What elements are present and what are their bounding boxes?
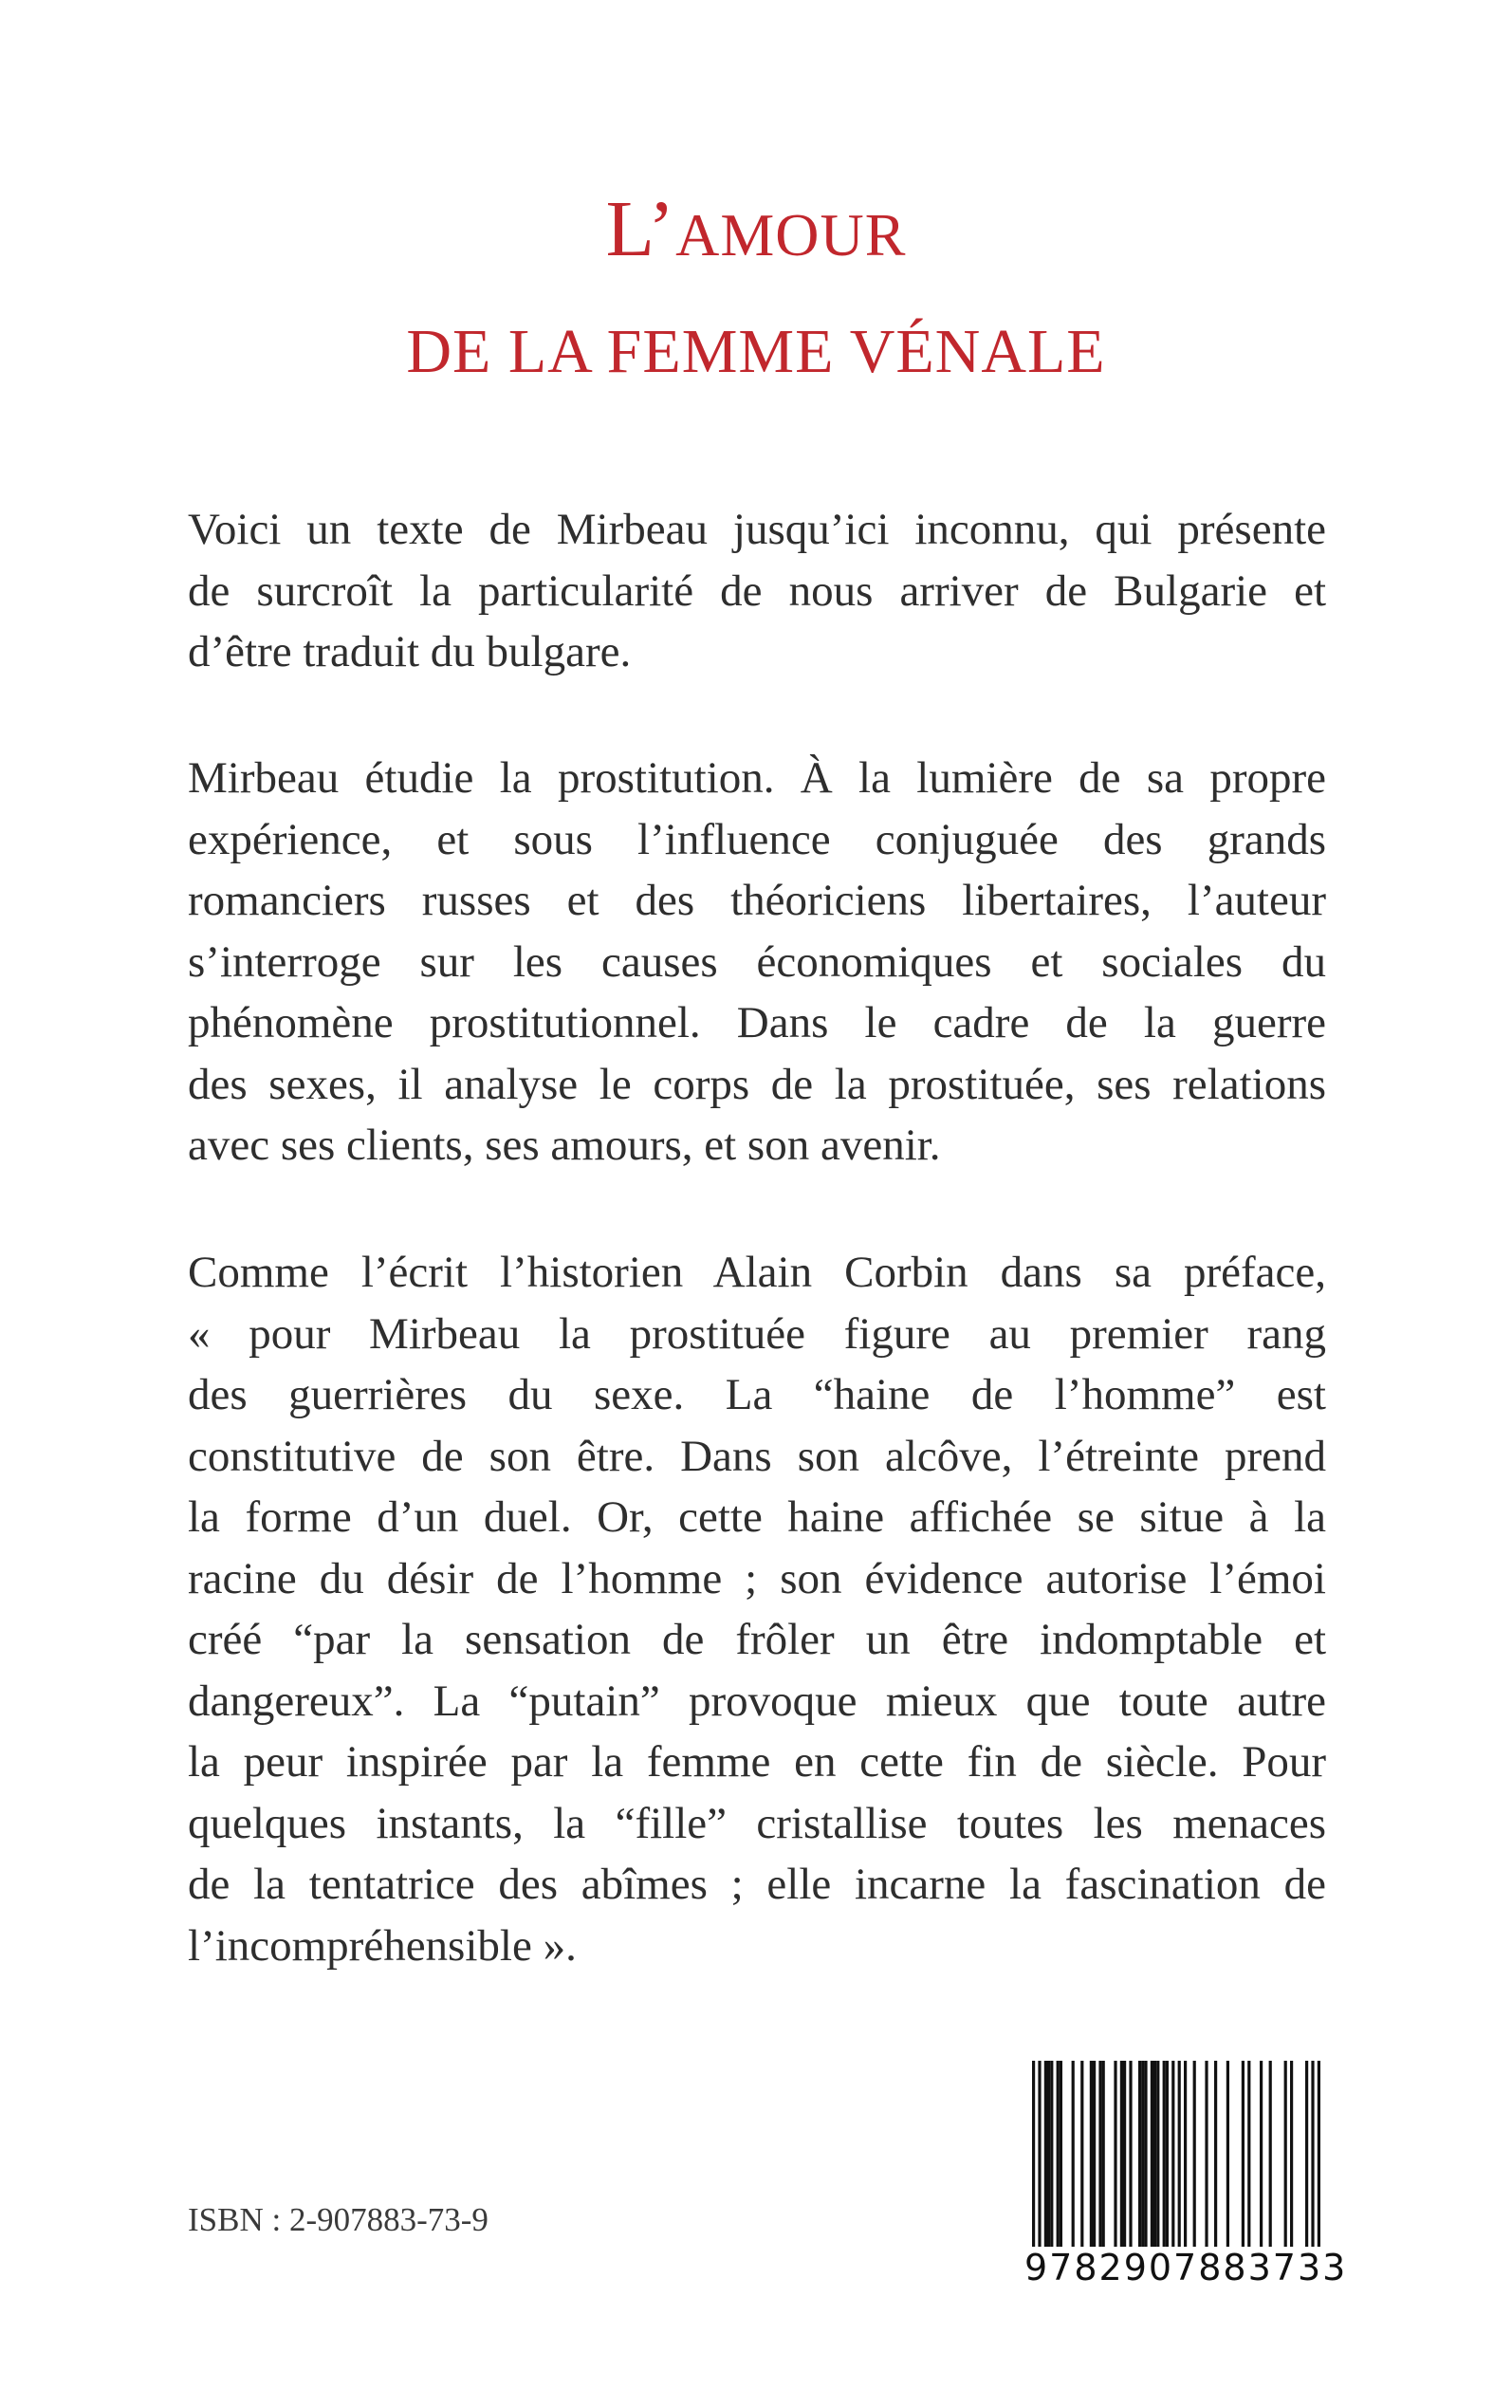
barcode-bar: [1242, 2061, 1245, 2255]
paragraph-line: de la tentatrice des abîmes ; elle incarne la fascination de: [188, 1860, 1326, 1909]
barcode-bar: [1123, 2061, 1126, 2255]
title-apostrophe-l: L’: [605, 185, 676, 273]
book-title-line-1: [0, 185, 1512, 273]
paragraph-line: créé “par la sensation de frôler un être indomptable et: [188, 1615, 1326, 1664]
barcode-bar: [1141, 2061, 1144, 2255]
paragraph-line: constitutive de son être. Dans son alcôve, l’étreinte prend: [188, 1431, 1326, 1481]
paragraph-line: la forme d’un duel. Or, cette haine affichée se situe à la: [188, 1492, 1326, 1542]
barcode-bar: [1166, 2061, 1169, 2255]
barcode-bar: [1138, 2061, 1141, 2255]
barcode-bar: [1318, 2061, 1320, 2255]
barcode-bar: [1260, 2061, 1263, 2255]
barcode-bar: [1129, 2061, 1132, 2255]
barcode-bar: [1057, 2061, 1060, 2255]
barcode-bar: [1114, 2061, 1116, 2255]
barcode-bar: [1247, 2061, 1250, 2255]
barcode-bar: [1120, 2061, 1123, 2255]
barcode-bar: [1269, 2061, 1272, 2255]
barcode-bar: [1090, 2061, 1093, 2255]
barcode-bar: [1060, 2061, 1062, 2255]
barcode-bar: [1153, 2061, 1156, 2255]
paragraph-2: [188, 748, 1326, 1176]
barcode-bar: [1098, 2061, 1101, 2255]
paragraph-line: expérience, et sous l’influence conjuguée des grands: [188, 814, 1326, 864]
paragraph-line: des sexes, il analyse le corps de la prostituée, ses relations: [188, 1059, 1326, 1109]
barcode-bars: [1024, 2061, 1328, 2260]
barcode-bar: [1072, 2061, 1075, 2255]
book-title-line-2: DE LA FEMME VÉNALE: [406, 317, 1106, 386]
paragraph-line: racine du désir de l’homme ; son évidence autorise l’émoi: [188, 1553, 1326, 1603]
barcode-bar: [1044, 2061, 1047, 2255]
barcode-bar: [1163, 2061, 1166, 2255]
barcode-bar: [1184, 2061, 1187, 2255]
barcode-bar: [1102, 2061, 1105, 2255]
barcode-bar: [1305, 2061, 1308, 2255]
barcode-bar: [1193, 2061, 1196, 2255]
paragraph-line: de surcroît la particularité de nous arriver de Bulgarie et: [188, 565, 1326, 616]
paragraph-1: [188, 499, 1326, 683]
paragraph-line: l’incompréhensible ».: [188, 1920, 577, 1971]
paragraph-3: [188, 1242, 1326, 1976]
paragraph-line: d’être traduit du bulgare.: [188, 627, 632, 676]
barcode-bar: [1032, 2061, 1035, 2255]
barcode-bar: [1050, 2061, 1053, 2255]
paragraph-line: Voici un texte de Mirbeau jusqu’ici inconnu, qui présente: [188, 505, 1326, 554]
barcode-bar: [1178, 2061, 1181, 2255]
barcode-bar: [1311, 2061, 1314, 2255]
barcode-bar: [1205, 2061, 1208, 2255]
barcode: [1024, 2061, 1348, 2298]
barcode-bar: [1226, 2061, 1229, 2255]
paragraph-line: s’interroge sur les causes économiques et sociales du: [188, 936, 1326, 987]
paragraph-line: avec ses clients, ses amours, et son avenir.: [188, 1121, 941, 1170]
barcode-bar: [1144, 2061, 1147, 2255]
barcode-bar: [1047, 2061, 1050, 2255]
paragraph-line: dangereux”. La “putain” provoque mieux que toute autre: [188, 1676, 1326, 1726]
barcode-bar: [1171, 2061, 1174, 2255]
title-amour: AMOUR: [675, 201, 907, 269]
paragraph-line: phénomène prostitutionnel. Dans le cadre de la guerre: [188, 998, 1326, 1047]
paragraph-line: « pour Mirbeau la prostituée figure au premier rang: [188, 1308, 1326, 1359]
barcode-bar: [1284, 2061, 1287, 2255]
paragraph-line: romanciers russes et des théoriciens libertaires, l’auteur: [188, 876, 1326, 925]
paragraph-line: Mirbeau étudie la prostitution. À la lumière de sa propre: [188, 753, 1326, 803]
isbn-label: ISBN : 2-907883-73-9: [188, 2201, 489, 2238]
paragraph-line: Comme l’écrit l’historien Alain Corbin dans sa préface,: [188, 1248, 1326, 1297]
barcode-bar: [1290, 2061, 1293, 2255]
paragraph-line: des guerrières du sexe. La “haine de l’homme” est: [188, 1370, 1326, 1419]
barcode-bar: [1080, 2061, 1083, 2255]
barcode-bar: [1156, 2061, 1159, 2255]
barcode-bar: [1093, 2061, 1096, 2255]
barcode-digits: 9782907883733: [1024, 2247, 1348, 2288]
barcode-bar: [1151, 2061, 1153, 2255]
barcode-bar: [1214, 2061, 1217, 2255]
barcode-bar: [1038, 2061, 1041, 2255]
paragraph-line: la peur inspirée par la femme en cette fin de siècle. Pour: [188, 1737, 1326, 1787]
paragraph-line: quelques instants, la “fille” cristallise toutes les menaces: [188, 1798, 1326, 1848]
